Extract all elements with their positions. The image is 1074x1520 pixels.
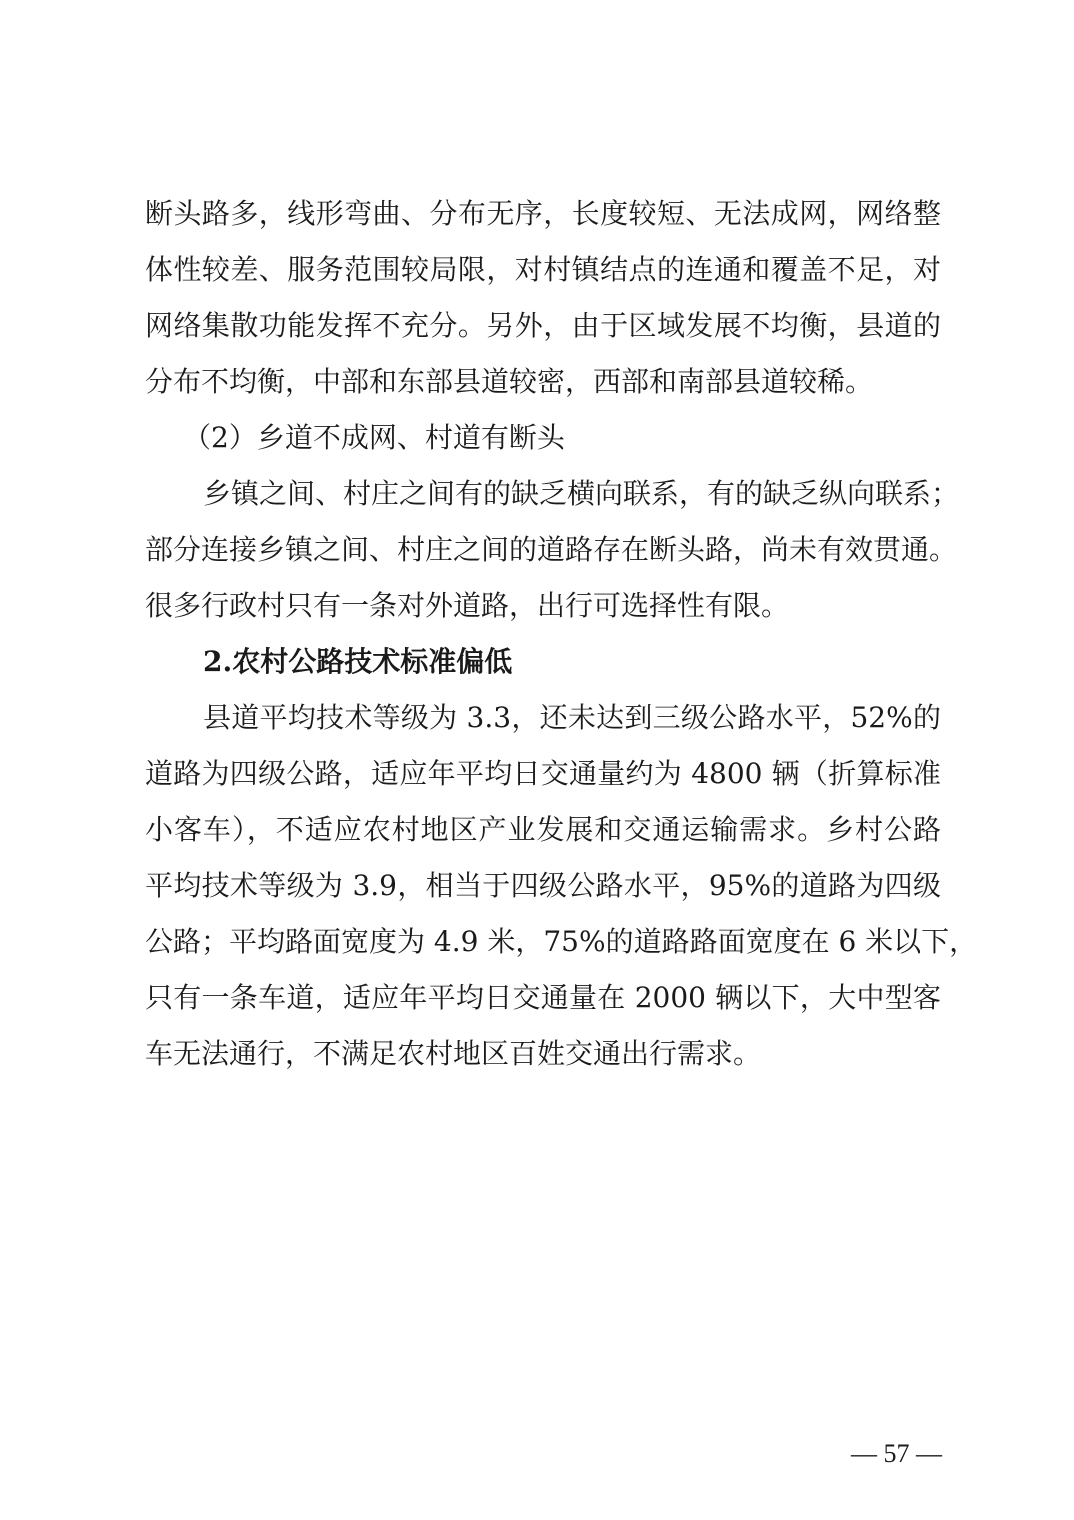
page-number: — 57 — [851,1439,942,1468]
text-line: 很多行政村只有一条对外道路，出行可选择性有限。 [145,589,790,622]
section-heading-text: 2.农村公路技术标准偏低 [203,645,513,678]
text-line: 分布不均衡，中部和东部县道较密，西部和南部县道较稀。 [145,365,874,398]
text-line: 公路；平均路面宽度为 4.9 米，75%的道路路面宽度在 6 米以下， [145,925,978,958]
text-line: 断头路多，线形弯曲、分布无序，长度较短、无法成网，网络整 [145,197,941,230]
text-line: 县道平均技术等级为 3.3，还未达到三级公路水平，52%的 [203,701,941,734]
text-line: 乡镇之间、村庄之间有的缺乏横向联系，有的缺乏纵向联系； [203,477,960,510]
text-line: 小客车），不适应农村地区产业发展和交通运输需求。乡村公路 [145,813,941,846]
subheading-township-roads [145,410,941,466]
text-line: 网络集散功能发挥不充分。另外，由于区域发展不均衡，县道的 [145,309,941,342]
paragraph-county-roads [145,186,941,410]
paragraph-technical-standards [145,690,978,1082]
text-line: 只有一条车道，适应年平均日交通量在 2000 辆以下，大中型客 [145,981,941,1014]
section-heading [145,634,941,690]
paragraph-township-links [145,466,960,634]
text-line: 部分连接乡镇之间、村庄之间的道路存在断头路，尚未有效贯通。 [145,533,958,566]
text-line: 车无法通行，不满足农村地区百姓交通出行需求。 [145,1037,762,1070]
page-body [145,186,978,1082]
text-line: 体性较差、服务范围较局限，对村镇结点的连通和覆盖不足，对 [145,253,941,286]
subheading-text: （2）乡道不成网、村道有断头 [183,421,565,454]
text-line: 道路为四级公路，适应年平均日交通量约为 4800 辆（折算标准 [145,757,941,790]
text-line: 平均技术等级为 3.9，相当于四级公路水平，95%的道路为四级 [145,869,941,902]
